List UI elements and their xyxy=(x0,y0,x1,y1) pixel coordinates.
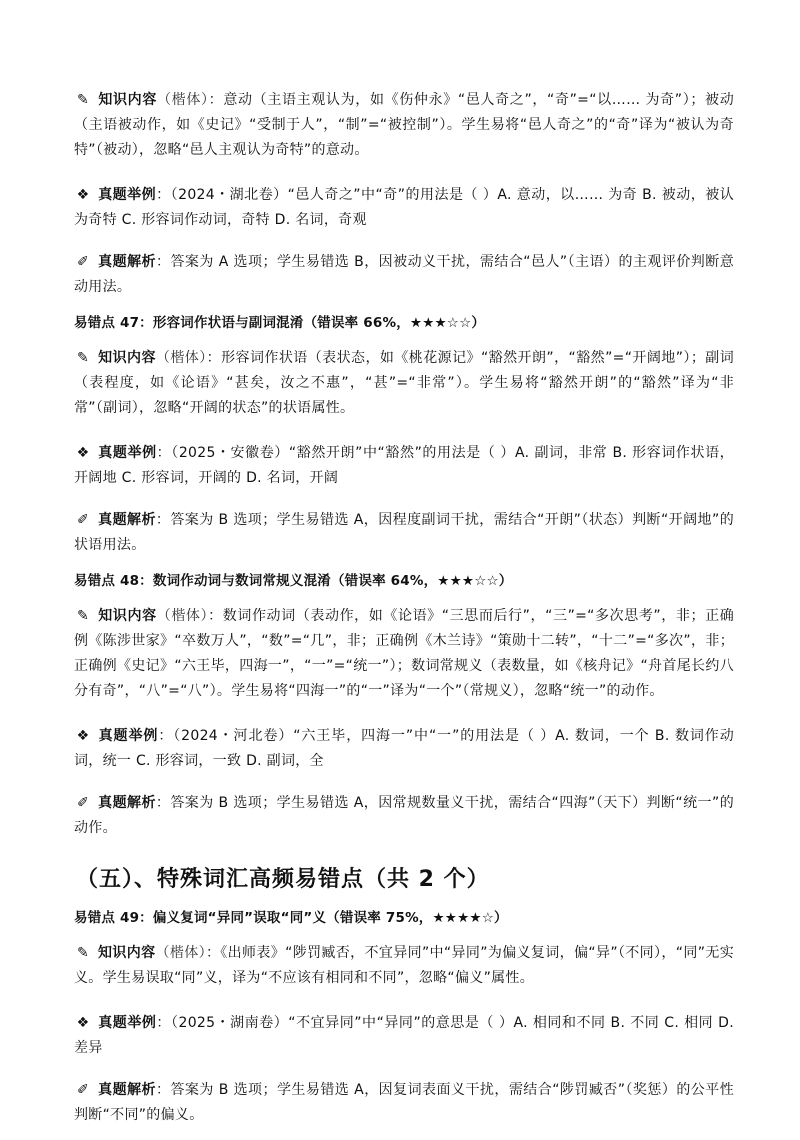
analysis-paragraph xyxy=(74,250,734,300)
analysis-paragraph xyxy=(74,1078,734,1128)
pen-icon: ✐ xyxy=(76,1082,90,1098)
example-paragraph xyxy=(74,441,734,491)
analysis-text: ：答案为 B 选项；学生易错选 A，因复词表面义干扰，需结合“陟罚臧否”（奖惩）的公平性判断“不同”的偏义。 xyxy=(74,1082,734,1123)
font-note: （楷体） xyxy=(155,945,206,961)
pencil-icon: ✎ xyxy=(76,608,90,624)
example-text: ：（2025・湖南卷）“不宜异同”中“异同”的意思是（ ）A. 相同和不同 B. 不同 C. 相同 D. 差异 xyxy=(74,1015,735,1056)
analysis-label: 真题解析 xyxy=(98,512,156,528)
knowledge-label: 知识内容 xyxy=(98,608,157,624)
example-label: 真题举例 xyxy=(98,1015,157,1031)
knowledge-paragraph xyxy=(74,346,734,421)
analysis-paragraph xyxy=(74,791,734,841)
diamond-bullet-icon: ❖ xyxy=(76,728,90,744)
analysis-text: ：答案为 B 选项；学生易错选 A，因常规数量义干扰，需结合“四海”（天下）判断“统一”的动作。 xyxy=(74,795,734,836)
example-label: 真题举例 xyxy=(98,728,159,744)
example-text: ：（2025・安徽卷）“豁然开朗”中“豁然”的用法是（ ）A. 副词，非常 B. 形容词作状语，开阔地 C. 形容词，开阔的 D. 名词，开阔 xyxy=(74,445,734,486)
knowledge-text: ：形容词作状语（表状态，如《桃花源记》“豁然开朗”，“豁然”=“开阔地”）；副词（表程度，如《论语》“甚矣，汝之不惠”，“甚”=“非常”）。学生易将“豁然开朗”的“豁然”译为“非常”（副词），忽略“开阔的状态”的状语属性。 xyxy=(74,350,735,416)
example-paragraph xyxy=(74,724,734,774)
pen-icon: ✐ xyxy=(76,795,90,811)
pencil-icon: ✎ xyxy=(76,945,90,961)
font-note: （楷体） xyxy=(157,92,209,108)
error-point-title: 易错点 48：数词作动词与数词常规义混淆（错误率 64%，★★★☆☆） xyxy=(74,573,513,589)
document-page xyxy=(74,88,734,1140)
diamond-bullet-icon: ❖ xyxy=(76,445,90,461)
knowledge-text: ：数词作动词（表动作，如《论语》“三思而后行”，“三”=“多次思考”，非；正确例《陈涉世家》“卒数万人”，“数”=“几”，非；正确例《木兰诗》“策勋十二转”，“十二”=“多次”，非；正确例《史记》“六王毕，四海一”，“一”=“统一”）；数词常规义（表数量，如《核舟记》“舟首尾长约八分有奇”，“八”=“八”）。学生易将“四海一”的“一”译为“一个”（常规义），忽略“统一”的动作。 xyxy=(74,608,734,699)
example-label: 真题举例 xyxy=(98,187,157,203)
example-text: ：（2024・湖北卷）“邑人奇之”中“奇”的用法是（ ）A. 意动，以…… 为奇 B. 被动，被认为奇特 C. 形容词作动词，奇特 D. 名词，奇观 xyxy=(74,187,734,228)
knowledge-paragraph xyxy=(74,941,734,991)
pen-icon: ✐ xyxy=(76,512,90,528)
knowledge-paragraph xyxy=(74,604,734,704)
analysis-label: 真题解析 xyxy=(98,254,157,270)
pen-icon: ✐ xyxy=(76,254,90,270)
diamond-bullet-icon: ❖ xyxy=(76,1015,90,1031)
analysis-text: ：答案为 B 选项；学生易错选 A，因程度副词干扰，需结合“开朗”（状态）判断“开阔地”的状语用法。 xyxy=(74,512,734,553)
analysis-paragraph xyxy=(74,508,734,558)
pencil-icon: ✎ xyxy=(76,92,90,108)
pencil-icon: ✎ xyxy=(76,350,90,366)
knowledge-text: ：意动（主语主观认为，如《伤仲永》“邑人奇之”，“奇”=“以…… 为奇”）；被动（主语被动作，如《史记》“受制于人”，“制”=“被控制”）。学生易将“邑人奇之”的“奇”译为“被认为奇特”（被动），忽略“邑人主观认为奇特”的意动。 xyxy=(74,92,735,158)
font-note: （楷体） xyxy=(155,350,207,366)
example-label: 真题举例 xyxy=(98,445,157,461)
example-paragraph xyxy=(74,1011,734,1061)
knowledge-label: 知识内容 xyxy=(98,945,156,961)
analysis-label: 真题解析 xyxy=(98,1082,157,1098)
error-point-title: 易错点 47：形容词作状语与副词混淆（错误率 66%，★★★☆☆） xyxy=(74,315,486,331)
font-note: （楷体） xyxy=(156,608,209,624)
knowledge-label: 知识内容 xyxy=(98,92,158,108)
analysis-text: ：答案为 A 选项；学生易错选 B，因被动义干扰，需结合“邑人”（主语）的主观评价判断意动用法。 xyxy=(74,254,734,295)
knowledge-text: ：《出师表》“陟罚臧否，不宜异同”中“异同”为偏义复词，偏“异”（不同），“同”无实义。学生易误取“同”义，译为“不应该有相同和不同”，忽略“偏义”属性。 xyxy=(74,945,734,986)
example-text: ：（2024・河北卷）“六王毕，四海一”中“一”的用法是（ ）A. 数词，一个 B. 数词作动词，统一 C. 形容词，一致 D. 副词，全 xyxy=(74,728,735,769)
knowledge-label: 知识内容 xyxy=(98,350,156,366)
error-point-title: 易错点 49：偏义复词“异同”误取“同”义（错误率 75%，★★★★☆） xyxy=(74,910,508,926)
example-paragraph xyxy=(74,183,734,233)
section-heading: （五）、特殊词汇高频易错点（共 2 个） xyxy=(76,867,490,892)
analysis-label: 真题解析 xyxy=(98,795,156,811)
diamond-bullet-icon: ❖ xyxy=(76,187,90,203)
knowledge-paragraph xyxy=(74,88,734,163)
